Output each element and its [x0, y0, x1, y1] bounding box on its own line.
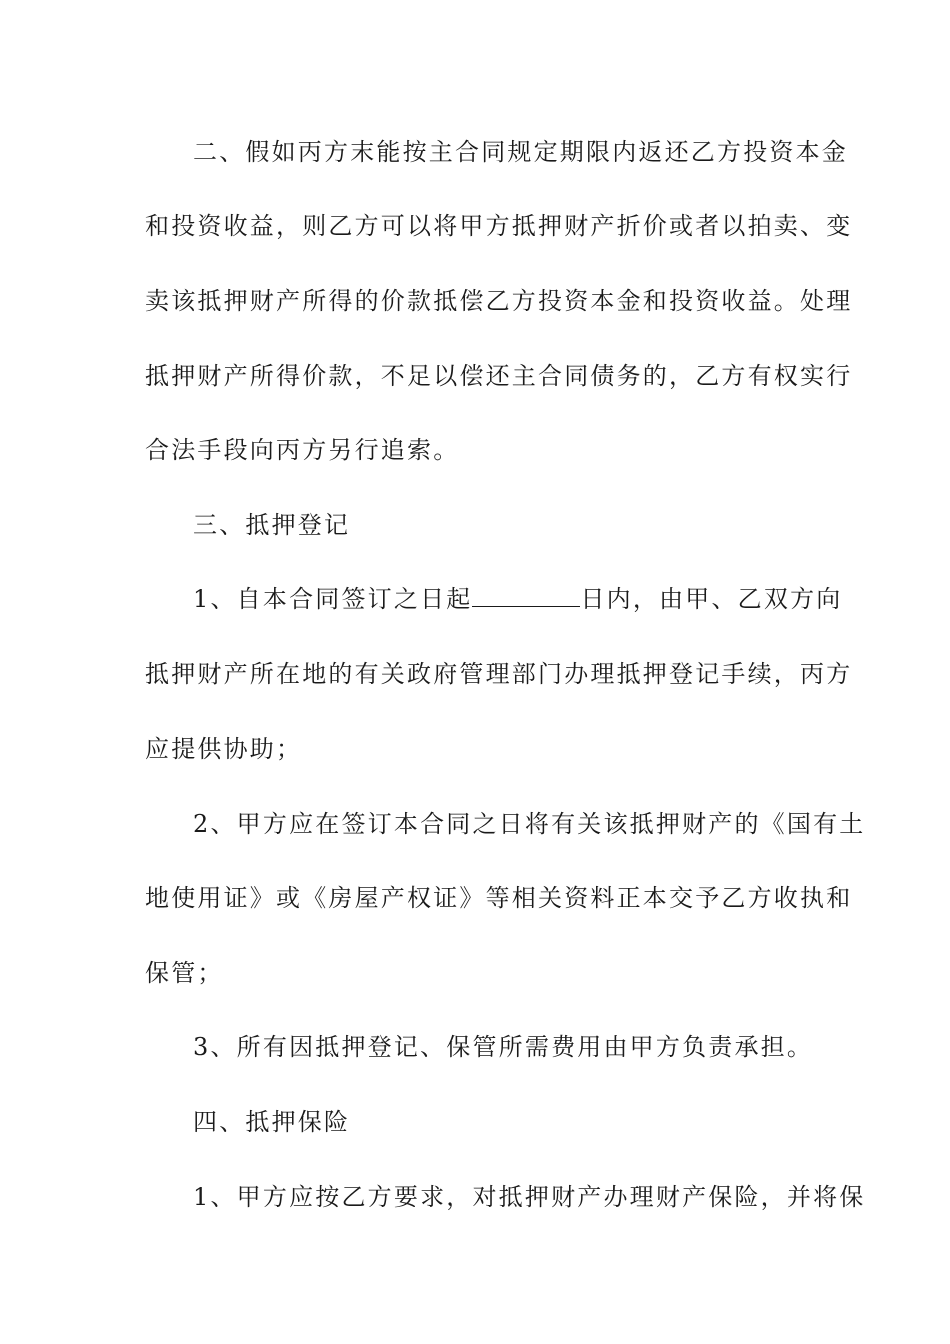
paragraph-line: 合法手段向丙方另行追索。: [145, 436, 460, 464]
paragraph-line: 应提供协助；: [145, 735, 303, 763]
paragraph-line: 二、假如丙方末能按主合同规定期限内返还乙方投资本金: [193, 138, 848, 166]
section-heading: 四、抵押保险: [193, 1108, 351, 1136]
paragraph-line: 保管；: [145, 959, 224, 987]
paragraph-line: 卖该抵押财产所得的价款抵偿乙方投资本金和投资收益。处理: [145, 287, 853, 315]
paragraph-line: 3、所有因抵押登记、保管所需费用由甲方负责承担。: [193, 1033, 814, 1061]
paragraph-line: 1、甲方应按乙方要求，对抵押财产办理财产保险，并将保: [193, 1183, 866, 1211]
paragraph-line: 抵押财产所得价款，不足以偿还主合同债务的，乙方有权实行: [145, 362, 853, 390]
paragraph-line-with-blank: [193, 583, 863, 615]
clause-text-after-blank: 日内，由甲、乙双方向: [580, 585, 843, 613]
paragraph-line: 地使用证》或《房屋产权证》等相关资料正本交予乙方收执和: [145, 884, 853, 912]
paragraph-line: 2、甲方应在签订本合同之日将有关该抵押财产的《国有土: [193, 810, 866, 838]
clause-text-before-blank: 1、自本合同签订之日起: [193, 585, 473, 613]
fill-in-blank: [472, 584, 580, 607]
paragraph-line: 和投资收益，则乙方可以将甲方抵押财产折价或者以拍卖、变: [145, 212, 853, 240]
paragraph-line: 抵押财产所在地的有关政府管理部门办理抵押登记手续，丙方: [145, 660, 853, 688]
section-heading: 三、抵押登记: [193, 511, 351, 539]
